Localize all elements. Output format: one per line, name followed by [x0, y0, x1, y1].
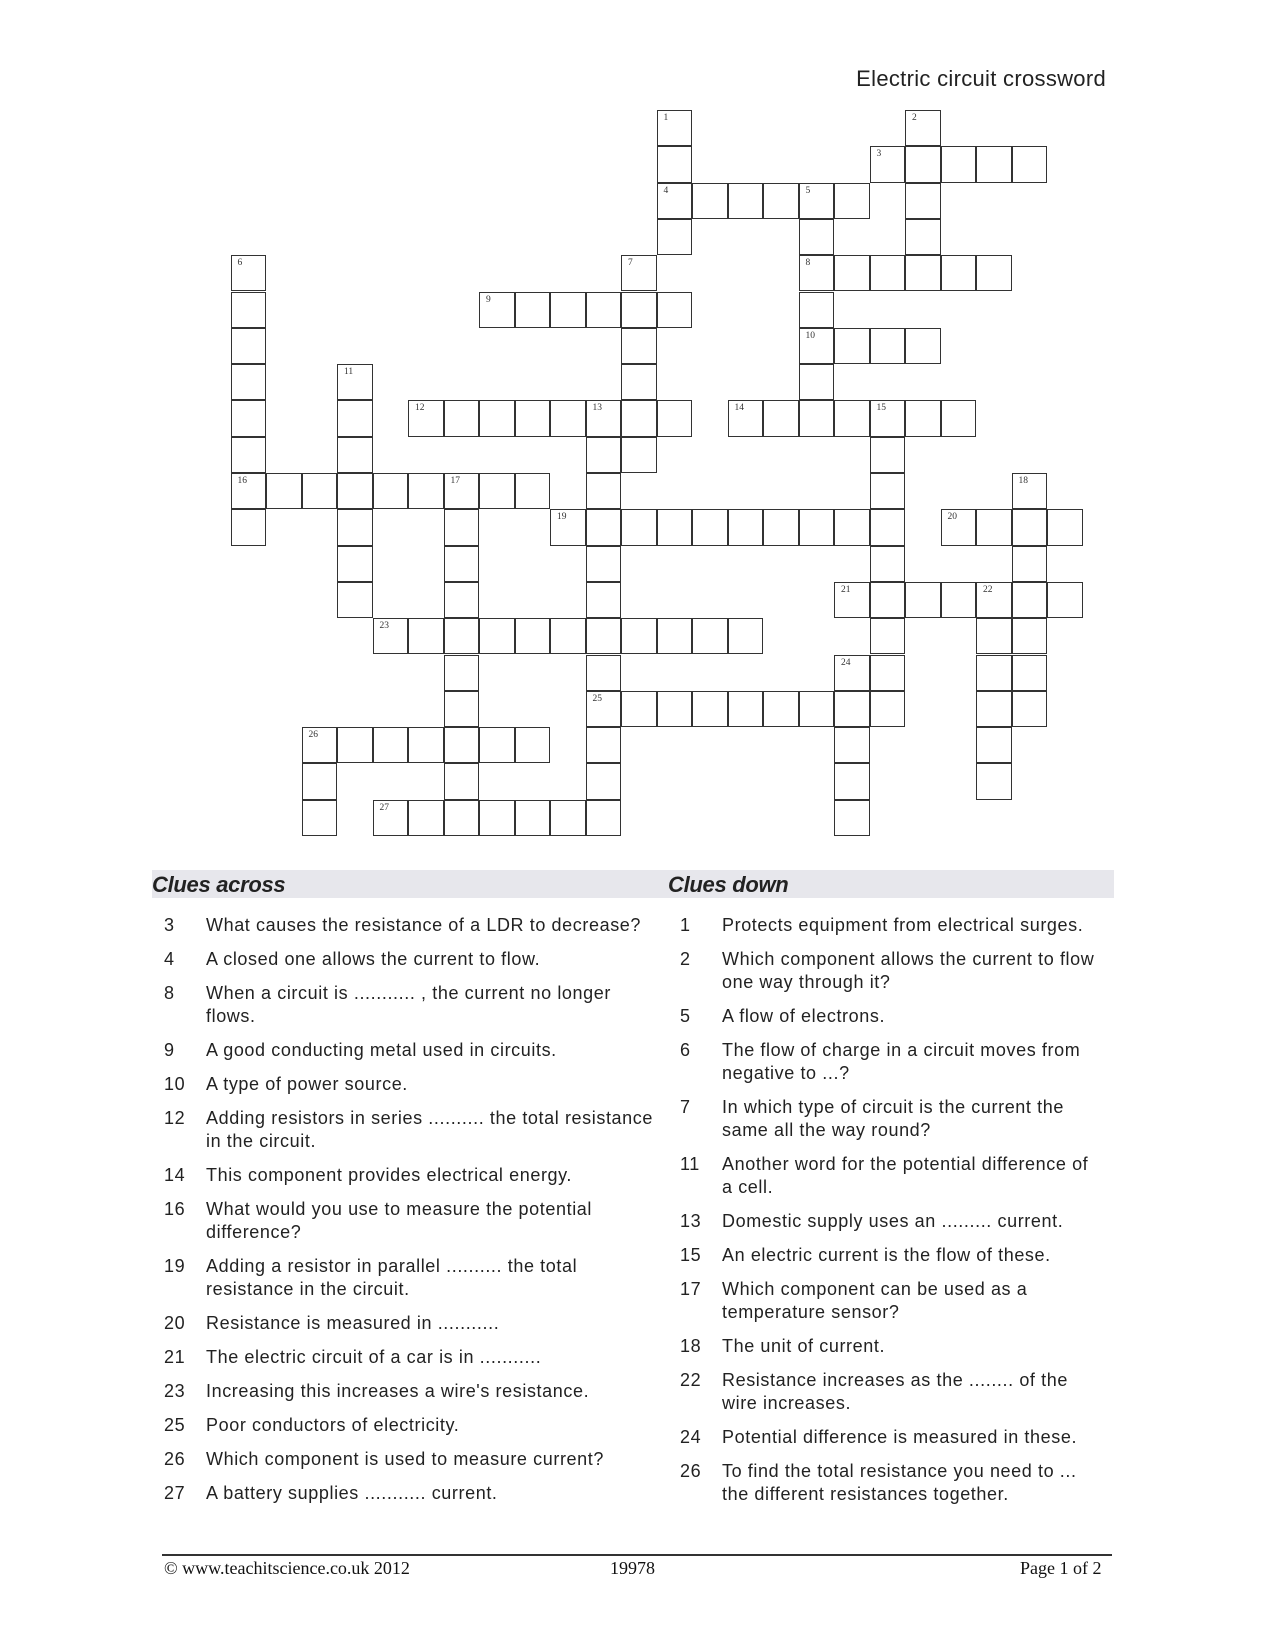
crossword-cell[interactable]	[302, 800, 338, 836]
crossword-cell[interactable]	[444, 727, 480, 763]
crossword-cell[interactable]	[586, 618, 622, 654]
crossword-cell[interactable]	[870, 655, 906, 691]
clue-text: Another word for the potential difference of a cell.	[722, 1154, 1089, 1197]
crossword-cell[interactable]	[373, 473, 409, 509]
clue-text: What would you use to measure the potential difference?	[206, 1199, 593, 1242]
crossword-cell[interactable]	[515, 727, 551, 763]
crossword-cell[interactable]	[231, 473, 267, 509]
crossword-cell[interactable]	[941, 509, 977, 545]
crossword-cell[interactable]	[799, 219, 835, 255]
crossword-cell[interactable]	[728, 618, 764, 654]
clue-number-label: 6	[680, 1040, 691, 1060]
clue-number-label: 5	[680, 1006, 691, 1026]
crossword-cell[interactable]	[1012, 691, 1048, 727]
down-clue	[680, 948, 1100, 994]
clue-number-label: 24	[680, 1427, 702, 1447]
crossword-cell[interactable]	[621, 255, 657, 291]
crossword-cell[interactable]	[479, 292, 515, 328]
crossword-cell[interactable]	[834, 582, 870, 618]
crossword-cell[interactable]	[408, 618, 444, 654]
clue-number-label: 26	[680, 1461, 702, 1481]
crossword-cell[interactable]	[728, 400, 764, 436]
crossword-cell[interactable]	[479, 473, 515, 509]
crossword-cell[interactable]	[976, 691, 1012, 727]
crossword-cell[interactable]	[834, 328, 870, 364]
clue-number: 11	[344, 367, 354, 378]
clue-number: 17	[450, 476, 460, 486]
clue-number: 16	[237, 476, 247, 486]
across-clue	[164, 1039, 654, 1062]
crossword-cell[interactable]	[621, 292, 657, 328]
clue-text: The flow of charge in a circuit moves from negative to ...?	[722, 1040, 1081, 1083]
across-clue	[164, 1073, 654, 1096]
crossword-cell[interactable]	[976, 727, 1012, 763]
across-clue	[164, 914, 654, 937]
across-clue	[164, 1107, 654, 1153]
down-clue	[680, 1244, 1100, 1267]
crossword-cell[interactable]	[905, 400, 941, 436]
crossword-cell[interactable]	[728, 183, 764, 219]
crossword-cell[interactable]	[905, 183, 941, 219]
crossword-cell[interactable]	[444, 546, 480, 582]
crossword-cell[interactable]	[621, 328, 657, 364]
clues-down-heading: Clues down	[668, 872, 789, 897]
crossword-cell[interactable]	[479, 727, 515, 763]
crossword-cell[interactable]	[550, 509, 586, 545]
crossword-cell[interactable]	[657, 509, 693, 545]
clue-number: 8	[805, 258, 811, 269]
crossword-cell[interactable]	[479, 400, 515, 436]
crossword-cell[interactable]	[231, 400, 267, 436]
clue-number: 19	[557, 512, 567, 523]
crossword-cell[interactable]	[550, 400, 586, 436]
footer-divider	[162, 1554, 1112, 1556]
crossword-cell[interactable]	[337, 509, 373, 545]
clue-text: A flow of electrons.	[722, 1006, 886, 1026]
crossword-cell[interactable]	[586, 655, 622, 691]
crossword-cell[interactable]	[515, 292, 551, 328]
clue-number-label: 23	[164, 1381, 186, 1401]
clue-number: 12	[415, 403, 425, 414]
crossword-cell[interactable]	[1012, 582, 1048, 618]
crossword-cell[interactable]	[941, 582, 977, 618]
crossword-cell[interactable]	[586, 473, 622, 509]
clue-number-label: 1	[680, 915, 691, 935]
crossword-cell[interactable]	[586, 800, 622, 836]
crossword-cell[interactable]	[1012, 618, 1048, 654]
crossword-cell[interactable]	[834, 691, 870, 727]
crossword-cell[interactable]	[550, 292, 586, 328]
crossword-cell[interactable]	[1012, 546, 1048, 582]
crossword-cell[interactable]	[834, 400, 870, 436]
crossword-cell[interactable]	[408, 800, 444, 836]
crossword-cell[interactable]	[834, 509, 870, 545]
crossword-cell[interactable]	[408, 400, 444, 436]
crossword-cell[interactable]	[586, 546, 622, 582]
crossword-cell[interactable]	[621, 618, 657, 654]
down-clue	[680, 1460, 1100, 1506]
crossword-cell[interactable]	[763, 183, 799, 219]
clue-number-label: 4	[164, 949, 175, 969]
clue-text: To find the total resistance you need to ... the different resistances together.	[722, 1461, 1077, 1504]
clue-number: 27	[379, 802, 389, 813]
crossword-cell[interactable]	[834, 655, 870, 691]
clue-number: 20	[947, 512, 957, 523]
across-clue	[164, 982, 654, 1028]
clue-number-label: 12	[164, 1108, 186, 1128]
crossword-cell[interactable]	[621, 400, 657, 436]
clue-text: Which component allows the current to flow one way through it?	[722, 949, 1095, 992]
crossword-cell[interactable]	[799, 183, 835, 219]
clue-text: A battery supplies ........... current.	[206, 1483, 498, 1503]
clue-text: An electric current is the flow of these.	[722, 1245, 1051, 1265]
clue-number-label: 10	[164, 1074, 186, 1094]
clue-text: What causes the resistance of a LDR to decrease?	[206, 915, 642, 935]
clue-number: 23	[379, 621, 389, 632]
crossword-cell[interactable]	[479, 800, 515, 836]
crossword-cell[interactable]	[444, 618, 480, 654]
crossword-cell[interactable]	[373, 800, 409, 836]
crossword-cell[interactable]	[586, 509, 622, 545]
crossword-cell[interactable]	[657, 400, 693, 436]
crossword-cell[interactable]	[799, 691, 835, 727]
crossword-cell[interactable]	[586, 437, 622, 473]
crossword-cell[interactable]	[870, 546, 906, 582]
crossword-cell[interactable]	[515, 400, 551, 436]
crossword-cell[interactable]	[870, 400, 906, 436]
crossword-cell[interactable]	[692, 691, 728, 727]
across-clue	[164, 1312, 654, 1335]
crossword-cell[interactable]	[763, 509, 799, 545]
crossword-cell[interactable]	[657, 691, 693, 727]
crossword-cell[interactable]	[870, 691, 906, 727]
crossword-cell[interactable]	[799, 400, 835, 436]
crossword-cell[interactable]	[905, 582, 941, 618]
clue-number-label: 9	[164, 1040, 175, 1060]
clue-number-label: 14	[164, 1165, 186, 1185]
crossword-cell[interactable]	[870, 328, 906, 364]
crossword-cell[interactable]	[834, 727, 870, 763]
across-clue	[164, 1346, 654, 1369]
down-clue	[680, 1039, 1100, 1085]
crossword-cell[interactable]	[479, 618, 515, 654]
crossword-cell[interactable]	[870, 618, 906, 654]
crossword-cell[interactable]	[799, 509, 835, 545]
clue-number: 3	[876, 149, 882, 160]
crossword-cell[interactable]	[763, 691, 799, 727]
crossword-cell[interactable]	[586, 727, 622, 763]
clue-number-label: 3	[164, 915, 175, 935]
crossword-cell[interactable]	[976, 763, 1012, 799]
clues-down-list	[680, 914, 1100, 1517]
clues-across-heading: Clues across	[152, 872, 286, 897]
across-clue	[164, 1164, 654, 1187]
crossword-cell[interactable]	[302, 473, 338, 509]
clue-text: A good conducting metal used in circuits.	[206, 1040, 557, 1060]
clue-number: 2	[912, 113, 917, 123]
clue-text: Increasing this increases a wire's resistance.	[206, 1381, 590, 1401]
clue-text: Potential difference is measured in these.	[722, 1427, 1078, 1447]
clue-text: When a circuit is ........... , the current no longer flows.	[206, 983, 611, 1026]
crossword-cell[interactable]	[799, 328, 835, 364]
footer-page: Page 1 of 2	[1020, 1558, 1102, 1578]
clue-number: 9	[486, 294, 491, 305]
crossword-cell[interactable]	[1047, 509, 1083, 545]
clue-text: Poor conductors of electricity.	[206, 1415, 460, 1435]
crossword-cell[interactable]	[976, 655, 1012, 691]
crossword-cell[interactable]	[550, 800, 586, 836]
crossword-cell[interactable]	[302, 727, 338, 763]
down-clue	[680, 1210, 1100, 1233]
crossword-cell[interactable]	[586, 400, 622, 436]
page-title: Electric circuit crossword	[856, 66, 1106, 91]
down-clue	[680, 1153, 1100, 1199]
clue-text: Adding resistors in series .......... the total resistance in the circuit.	[206, 1108, 653, 1151]
clue-text: Protects equipment from electrical surges.	[722, 915, 1084, 935]
crossword-cell[interactable]	[231, 328, 267, 364]
crossword-cell[interactable]	[657, 110, 693, 146]
crossword-cell[interactable]	[1047, 582, 1083, 618]
crossword-cell[interactable]	[231, 364, 267, 400]
crossword-cell[interactable]	[976, 255, 1012, 291]
crossword-cell[interactable]	[302, 763, 338, 799]
clues-header-bar	[152, 870, 1114, 898]
clue-number-label: 15	[680, 1245, 702, 1265]
crossword-cell[interactable]	[515, 618, 551, 654]
clue-number-label: 26	[164, 1449, 186, 1469]
down-clue	[680, 1335, 1100, 1358]
crossword-cell[interactable]	[870, 582, 906, 618]
down-clue	[680, 914, 1100, 937]
footer-copyright: © www.teachitscience.co.uk 2012	[164, 1558, 410, 1578]
crossword-cell[interactable]	[870, 437, 906, 473]
crossword-cell[interactable]	[976, 582, 1012, 618]
clue-number-label: 11	[680, 1154, 700, 1174]
crossword-cell[interactable]	[728, 691, 764, 727]
crossword-cell[interactable]	[408, 727, 444, 763]
crossword-cell[interactable]	[231, 292, 267, 328]
clue-text: Adding a resistor in parallel .......... the total resistance in the circuit.	[206, 1256, 578, 1299]
footer-code: 19978	[610, 1558, 655, 1578]
crossword-cell[interactable]	[763, 400, 799, 436]
crossword-cell[interactable]	[692, 618, 728, 654]
across-clue	[164, 948, 654, 971]
clue-number-label: 16	[164, 1199, 186, 1219]
crossword-cell[interactable]	[444, 509, 480, 545]
crossword-cell[interactable]	[231, 509, 267, 545]
clue-text: Resistance increases as the ........ of the wire increases.	[722, 1370, 1068, 1413]
crossword-cell[interactable]	[799, 255, 835, 291]
clues-across-list	[164, 914, 654, 1516]
crossword-cell[interactable]	[657, 219, 693, 255]
crossword-cell[interactable]	[905, 219, 941, 255]
clue-text: A type of power source.	[206, 1074, 408, 1094]
clue-number-label: 7	[680, 1097, 691, 1117]
clue-text: Domestic supply uses an ......... current.	[722, 1211, 1064, 1231]
across-clue	[164, 1380, 654, 1403]
clue-number: 10	[805, 330, 815, 341]
crossword-cell[interactable]	[444, 400, 480, 436]
crossword-cell[interactable]	[728, 509, 764, 545]
clue-number-label: 8	[164, 983, 175, 1003]
crossword-cell[interactable]	[976, 618, 1012, 654]
crossword-cell[interactable]	[692, 509, 728, 545]
crossword-cell[interactable]	[976, 146, 1012, 182]
clue-text: Which component is used to measure current?	[206, 1449, 604, 1469]
clue-number-label: 20	[164, 1313, 186, 1333]
crossword-cell[interactable]	[373, 618, 409, 654]
crossword-cell[interactable]	[337, 582, 373, 618]
down-clue	[680, 1096, 1100, 1142]
crossword-cell[interactable]	[231, 437, 267, 473]
clue-number: 25	[592, 693, 602, 704]
crossword-cell[interactable]	[905, 146, 941, 182]
clue-number-label: 22	[680, 1370, 702, 1390]
clue-number: 13	[592, 403, 602, 414]
crossword-cell[interactable]	[1012, 473, 1048, 509]
clue-text: This component provides electrical energy.	[206, 1165, 573, 1185]
crossword-cell[interactable]	[373, 727, 409, 763]
crossword-cell[interactable]	[586, 691, 622, 727]
clue-number: 1	[663, 113, 669, 123]
crossword-cell[interactable]	[337, 437, 373, 473]
crossword-cell[interactable]	[834, 255, 870, 291]
crossword-cell[interactable]	[834, 763, 870, 799]
crossword-cell[interactable]	[515, 473, 551, 509]
crossword-cell[interactable]	[408, 473, 444, 509]
clue-number: 24	[841, 657, 851, 668]
crossword-cell[interactable]	[834, 800, 870, 836]
crossword-cell[interactable]	[657, 146, 693, 182]
clue-number: 5	[805, 185, 811, 196]
across-clue	[164, 1255, 654, 1301]
across-clue	[164, 1198, 654, 1244]
clue-number-label: 2	[680, 949, 691, 969]
crossword-cell[interactable]	[621, 509, 657, 545]
crossword-cell[interactable]	[941, 400, 977, 436]
clue-text: Which component can be used as a temperature sensor?	[722, 1279, 1028, 1322]
clue-number: 18	[1018, 476, 1028, 486]
clue-number-label: 27	[164, 1483, 186, 1503]
crossword-cell[interactable]	[1012, 146, 1048, 182]
crossword-cell[interactable]	[444, 763, 480, 799]
crossword-cell[interactable]	[266, 473, 302, 509]
clue-text: The electric circuit of a car is in ...........	[206, 1347, 542, 1367]
clue-number: 26	[308, 730, 318, 741]
crossword-cell[interactable]	[231, 255, 267, 291]
clue-number: 6	[237, 258, 243, 269]
down-clue	[680, 1278, 1100, 1324]
crossword-cell[interactable]	[870, 473, 906, 509]
crossword-cell[interactable]	[941, 255, 977, 291]
crossword-cell[interactable]	[444, 800, 480, 836]
clue-number-label: 13	[680, 1211, 702, 1231]
clue-text: A closed one allows the current to flow.	[206, 949, 541, 969]
crossword-cell[interactable]	[515, 800, 551, 836]
crossword-cell[interactable]	[550, 618, 586, 654]
crossword-cell[interactable]	[337, 473, 373, 509]
crossword-cell[interactable]	[1012, 509, 1048, 545]
down-clue	[680, 1369, 1100, 1415]
crossword-cell[interactable]	[444, 473, 480, 509]
across-clue	[164, 1414, 654, 1437]
across-clue	[164, 1448, 654, 1471]
crossword-cell[interactable]	[870, 509, 906, 545]
crossword-cell[interactable]	[337, 400, 373, 436]
crossword-cell[interactable]	[692, 183, 728, 219]
crossword-cell[interactable]	[586, 763, 622, 799]
crossword-cell[interactable]	[337, 727, 373, 763]
crossword-cell[interactable]	[337, 546, 373, 582]
crossword-cell[interactable]	[657, 183, 693, 219]
crossword-cell[interactable]	[337, 364, 373, 400]
crossword-cell[interactable]	[799, 364, 835, 400]
clue-number: 14	[734, 403, 744, 414]
crossword-cell[interactable]	[621, 691, 657, 727]
crossword-cell[interactable]	[1012, 655, 1048, 691]
crossword-cell[interactable]	[444, 655, 480, 691]
crossword-cell[interactable]	[905, 255, 941, 291]
clue-text: Resistance is measured in ...........	[206, 1313, 500, 1333]
crossword-cell[interactable]	[621, 364, 657, 400]
crossword-cell[interactable]	[657, 618, 693, 654]
clue-number: 15	[876, 403, 886, 414]
clue-text: In which type of circuit is the current the same all the way round?	[722, 1097, 1064, 1140]
crossword-cell[interactable]	[870, 255, 906, 291]
clue-number-label: 17	[680, 1279, 702, 1299]
crossword-cell[interactable]	[941, 146, 977, 182]
crossword-cell[interactable]	[586, 582, 622, 618]
crossword-cell[interactable]	[976, 509, 1012, 545]
across-clue	[164, 1482, 654, 1505]
crossword-cell[interactable]	[586, 292, 622, 328]
crossword-cell[interactable]	[444, 691, 480, 727]
crossword-cell[interactable]	[905, 110, 941, 146]
crossword-cell[interactable]	[905, 328, 941, 364]
clue-number: 4	[663, 185, 669, 196]
crossword-cell[interactable]	[799, 292, 835, 328]
down-clue	[680, 1005, 1100, 1028]
clue-number: 7	[628, 258, 633, 269]
crossword-cell[interactable]	[657, 292, 693, 328]
clue-number: 21	[841, 584, 851, 595]
crossword-cell[interactable]	[444, 582, 480, 618]
clue-number: 22	[983, 584, 993, 595]
clue-number-label: 19	[164, 1256, 186, 1276]
crossword-cell[interactable]	[834, 183, 870, 219]
clue-number-label: 25	[164, 1415, 186, 1435]
clue-number-label: 18	[680, 1336, 702, 1356]
crossword-cell[interactable]	[870, 146, 906, 182]
crossword-cell[interactable]	[621, 437, 657, 473]
down-clue	[680, 1426, 1100, 1449]
clue-number-label: 21	[164, 1347, 186, 1367]
clue-text: The unit of current.	[722, 1336, 886, 1356]
